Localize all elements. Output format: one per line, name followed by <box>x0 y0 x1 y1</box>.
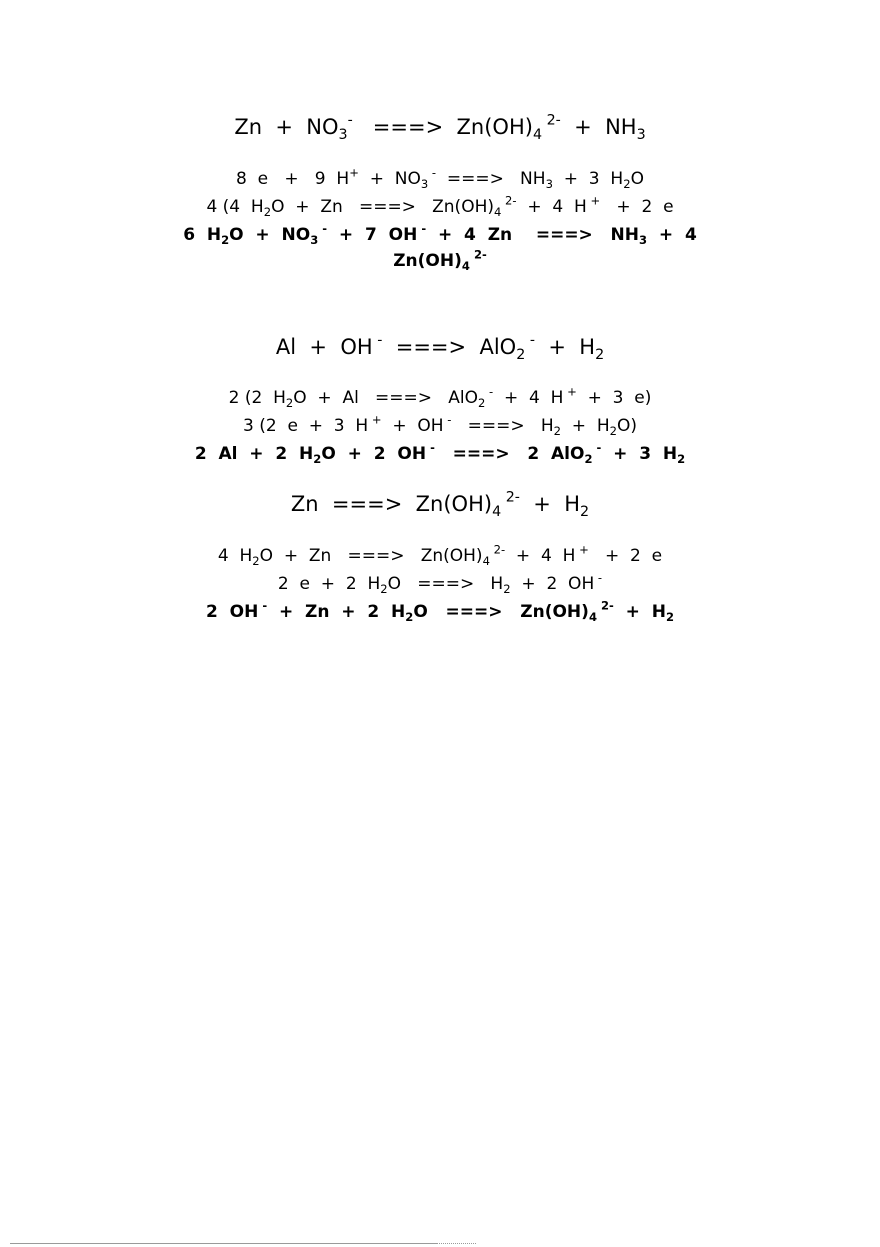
superscript: - <box>592 440 602 455</box>
equation-text: + 4 <box>647 225 697 245</box>
superscript: + <box>586 193 601 208</box>
subscript: 2 <box>584 452 593 467</box>
superscript: 2- <box>501 489 520 506</box>
subscript: 3 <box>310 233 319 248</box>
equation-text: O + Al ===> AlO <box>293 388 478 408</box>
equation-text: + 4 H <box>505 546 576 566</box>
subscript: 2 <box>609 424 617 439</box>
equation-text: + Zn + 2 H <box>267 602 406 622</box>
subscript: 4 <box>482 554 490 569</box>
subscript: 2 <box>221 233 230 248</box>
subscript: 2 <box>380 582 388 597</box>
superscript: + <box>563 384 577 399</box>
equation-text: Al + OH <box>275 335 373 359</box>
reaction-3-balanced-equation <box>0 598 880 625</box>
subscript: 4 <box>492 503 502 520</box>
subscript: 4 <box>532 126 543 143</box>
superscript: 2- <box>542 112 561 129</box>
superscript: - <box>428 165 437 180</box>
equation-text: Zn ===> Zn(OH) <box>290 492 493 516</box>
footer-rule <box>10 1243 436 1244</box>
equation-text: ===> Zn(OH) <box>352 115 533 139</box>
subscript: 2 <box>595 346 605 363</box>
equation-text: O) <box>616 416 637 436</box>
equation-text: ===> 2 AlO <box>434 444 585 464</box>
subscript: 2 <box>623 177 631 192</box>
superscript: - <box>426 440 435 455</box>
superscript: 2- <box>489 542 506 557</box>
superscript: 2- <box>501 193 517 208</box>
superscript: - <box>258 598 268 613</box>
reaction-3-title <box>0 489 880 520</box>
reaction-1-half-equation-2 <box>0 193 880 220</box>
equation-text: 3 (2 e + 3 H <box>242 416 369 436</box>
equation-text: + H <box>613 602 666 622</box>
equation-text: + H <box>534 335 596 359</box>
equation-text: + 2 OH <box>510 574 595 594</box>
equation-text: + OH <box>381 416 444 436</box>
equation-text: + 7 OH <box>327 225 418 245</box>
equation-text: Zn(OH) <box>393 251 462 271</box>
reaction-1-balanced-equation-continued <box>0 247 880 274</box>
equation-text: Zn + NO <box>234 115 339 139</box>
reaction-3-half-equation-2 <box>0 570 880 597</box>
superscript: - <box>525 332 535 349</box>
equation-text: O ===> Zn(OH) <box>413 602 589 622</box>
equation-text: 8 e + 9 H <box>236 169 350 189</box>
reaction-2-balanced-equation <box>0 440 880 467</box>
subscript: 3 <box>545 177 553 192</box>
equation-text: + 3 e) <box>576 388 652 408</box>
subscript: 2 <box>503 582 511 597</box>
superscript: - <box>485 384 494 399</box>
superscript: + <box>575 542 589 557</box>
subscript: 2 <box>516 346 526 363</box>
subscript: 4 <box>461 259 470 274</box>
equation-text: + 4 Zn ===> NH <box>426 225 640 245</box>
reaction-3-half-equation-1 <box>0 542 880 569</box>
footer-dotted-rule <box>436 1243 476 1244</box>
equation-text: 2 e + 2 H <box>277 574 381 594</box>
equation-text: 6 H <box>183 225 222 245</box>
equation-text: 2 Al + 2 H <box>194 444 314 464</box>
superscript: - <box>347 112 353 129</box>
subscript: 3 <box>338 126 348 143</box>
subscript: 2 <box>263 205 272 220</box>
equation-text: + H <box>519 492 581 516</box>
subscript: 3 <box>420 177 429 192</box>
subscript: 2 <box>405 610 414 625</box>
reaction-2-half-equation-1 <box>0 384 880 411</box>
equation-text: 2 OH <box>205 602 259 622</box>
reaction-2-half-equation-2 <box>0 412 880 439</box>
subscript: 2 <box>285 396 294 411</box>
superscript: - <box>594 570 603 585</box>
equation-text: + 4 H <box>516 197 587 217</box>
equation-text: 2 (2 H <box>228 388 286 408</box>
equation-text: + 2 e <box>588 546 663 566</box>
superscript: + <box>349 165 359 180</box>
subscript: 2 <box>580 503 590 520</box>
equation-text: + 4 H <box>493 388 564 408</box>
reaction-1-balanced-equation <box>0 221 880 248</box>
subscript: 3 <box>639 233 648 248</box>
reaction-1-title <box>0 112 880 143</box>
equation-text: + NO <box>358 169 421 189</box>
reaction-1-half-equation-1 <box>0 165 880 192</box>
subscript: 4 <box>588 610 597 625</box>
equation-text: ===> NH <box>436 169 546 189</box>
subscript: 2 <box>553 424 561 439</box>
equation-text: + 3 H <box>601 444 678 464</box>
equation-text: O + 2 OH <box>321 444 427 464</box>
equation-text: ===> H <box>451 416 554 436</box>
superscript: + <box>368 412 382 427</box>
equation-text: 4 (4 H <box>206 197 264 217</box>
equation-text: + 2 e <box>600 197 674 217</box>
superscript: 2- <box>596 598 614 613</box>
equation-text: 4 H <box>217 546 253 566</box>
subscript: 4 <box>494 205 502 220</box>
equation-text: ===> AlO <box>382 335 517 359</box>
subscript: 2 <box>666 610 675 625</box>
equation-text: O <box>630 169 644 189</box>
equation-text: + NH <box>560 115 637 139</box>
superscript: - <box>372 332 383 349</box>
subscript: 2 <box>677 452 686 467</box>
subscript: 3 <box>636 126 646 143</box>
equation-text: + H <box>560 416 610 436</box>
reaction-2-title <box>0 332 880 363</box>
equation-text: + 3 H <box>552 169 624 189</box>
superscript: - <box>417 221 427 236</box>
equation-text: O + Zn ===> Zn(OH) <box>271 197 494 217</box>
superscript: - <box>443 412 452 427</box>
equation-text: O ===> H <box>387 574 504 594</box>
equation-text: O + Zn ===> Zn(OH) <box>259 546 483 566</box>
subscript: 2 <box>477 396 486 411</box>
subscript: 2 <box>252 554 260 569</box>
superscript: - <box>318 221 328 236</box>
superscript: 2- <box>469 247 487 262</box>
equation-text: O + NO <box>229 225 311 245</box>
subscript: 2 <box>313 452 322 467</box>
